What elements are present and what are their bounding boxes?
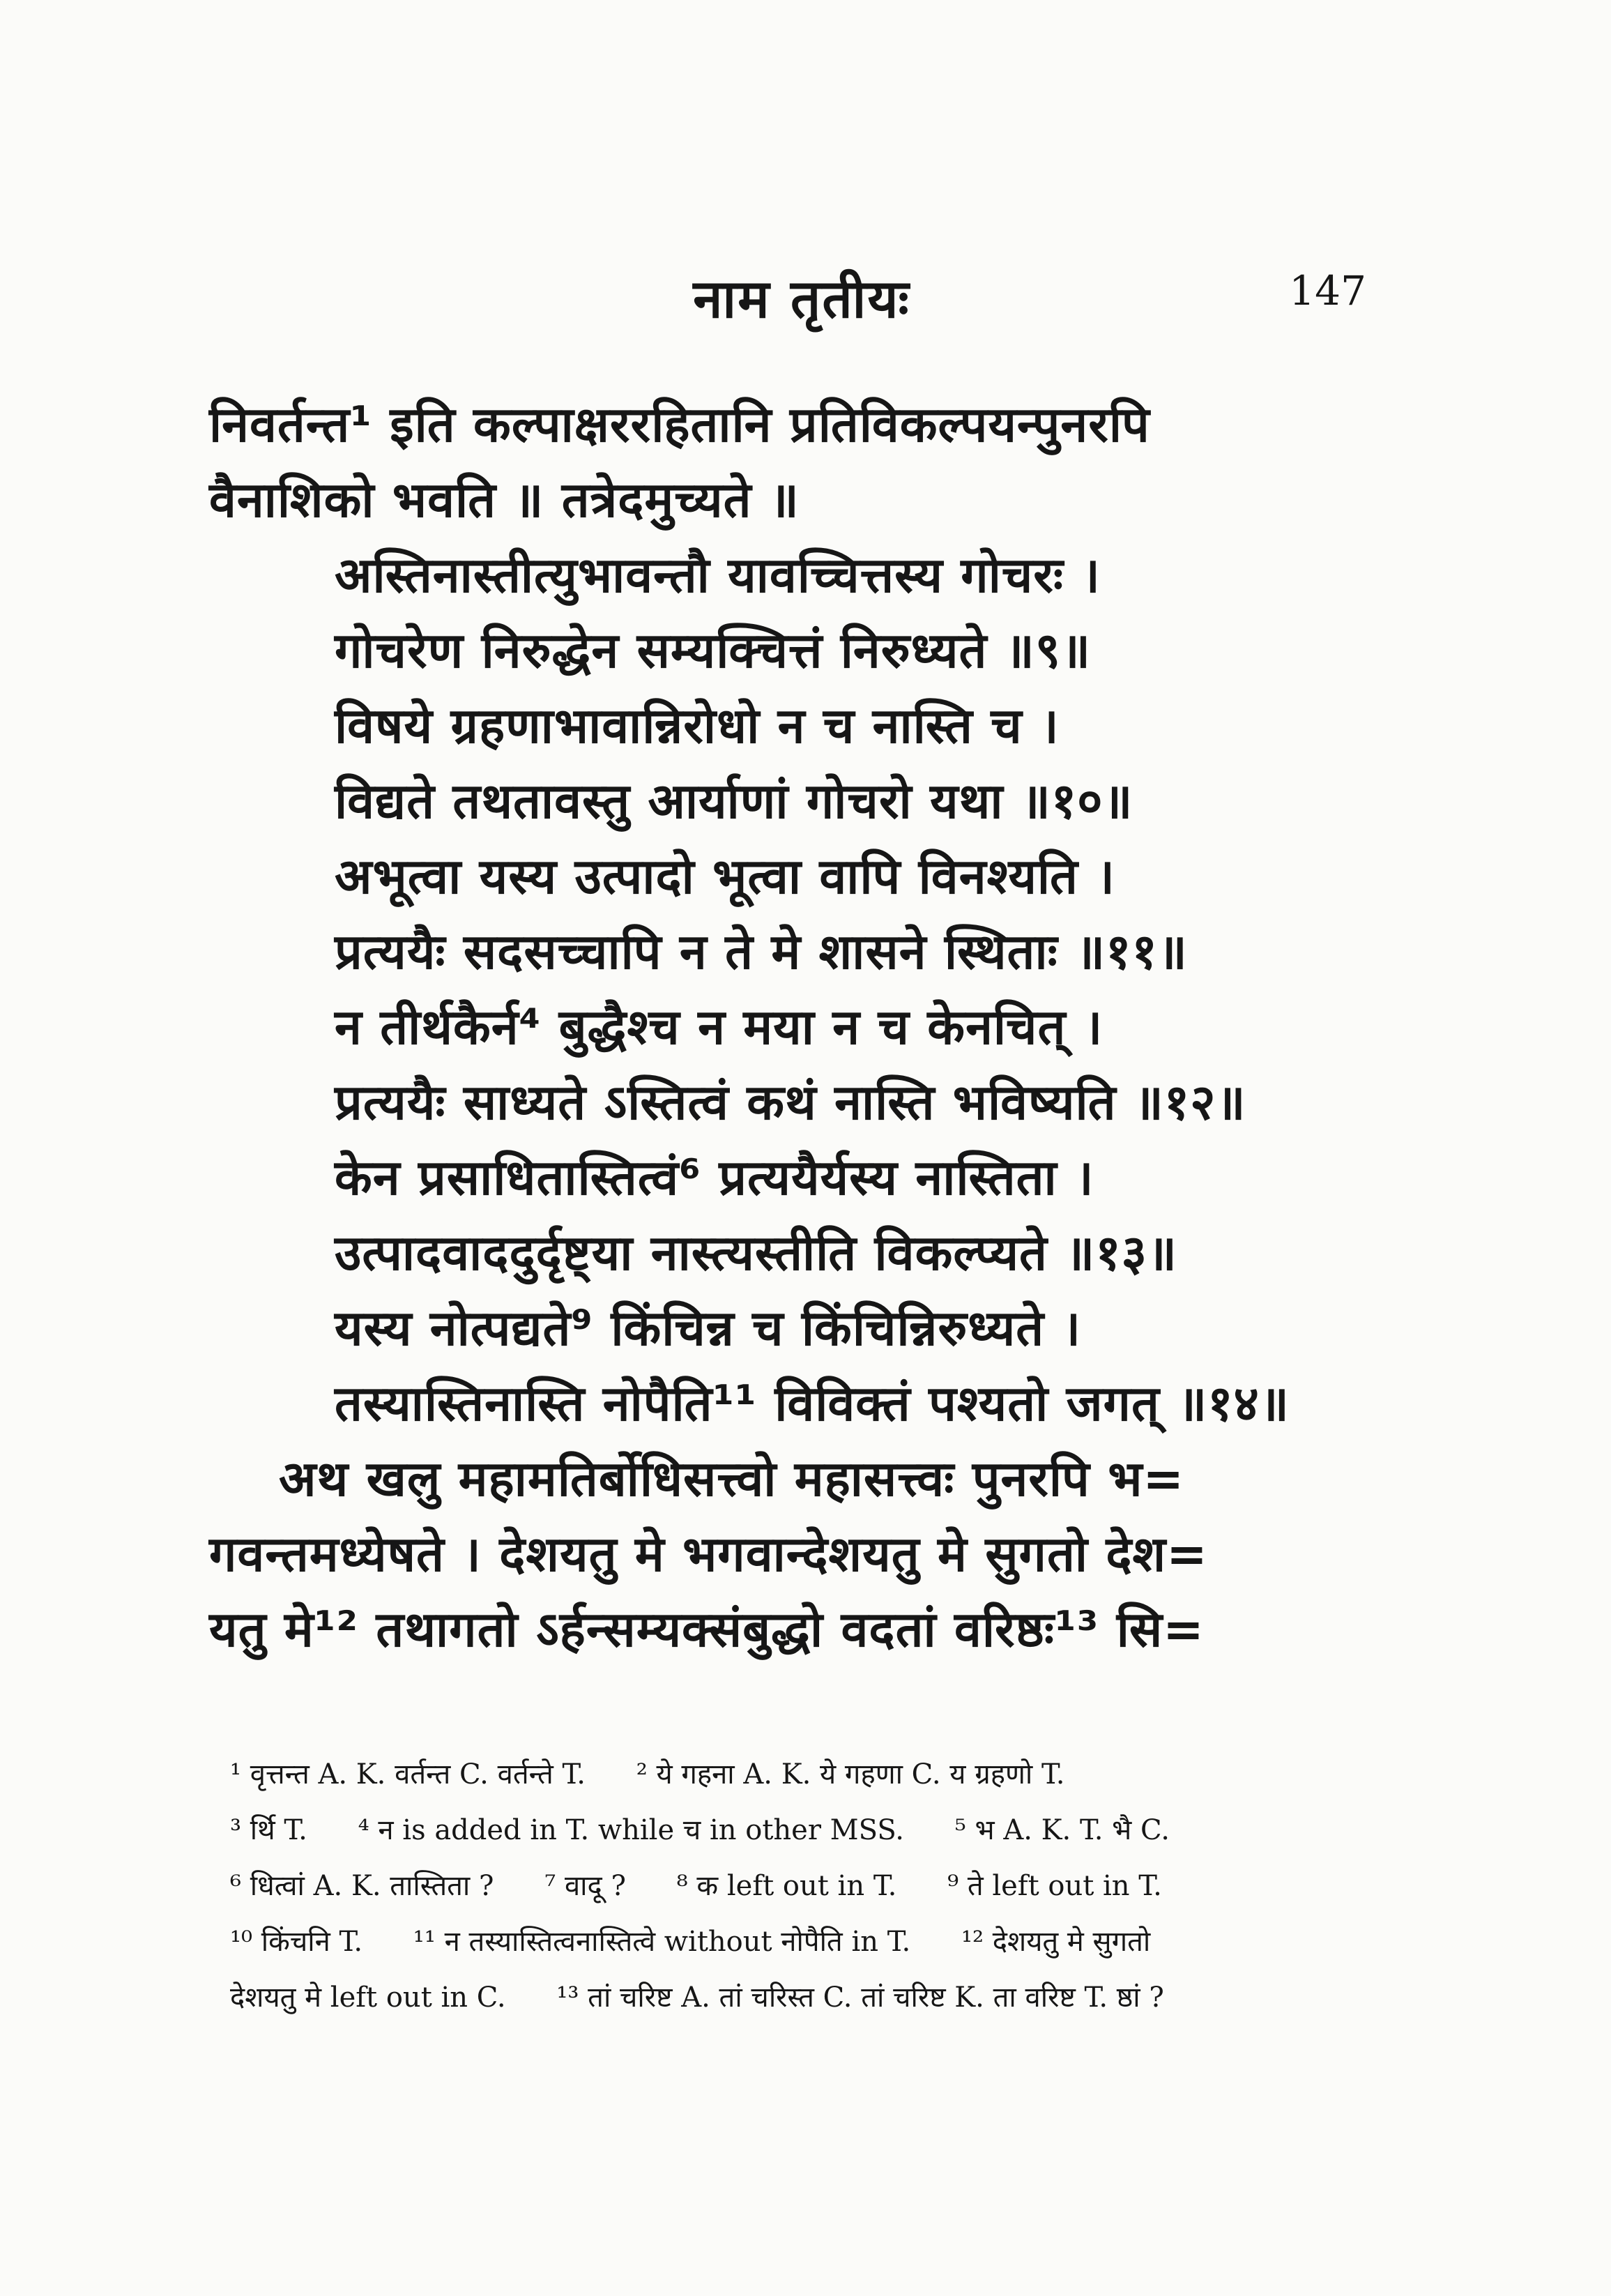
footnote-line	[230, 1802, 1415, 1858]
footnote: ¹² देशयतु मे सुगतो	[961, 1926, 1151, 1958]
verse-line: न तीर्थकैर्न⁴ बुद्धैश्च न मया न च केनचित् ।	[335, 998, 1104, 1056]
footnote-line	[230, 1858, 1415, 1914]
verse-line: अभूत्वा यस्य उत्पादो भूत्वा वापि विनश्यति ।	[335, 848, 1115, 905]
prose-line: वैनाशिको भवति ॥ तत्रेदमुच्यते ॥	[209, 471, 800, 529]
verse-line: प्रत्ययैः सदसच्चापि न ते मे शासने स्थिताः ॥११॥	[335, 923, 1188, 980]
footnote: ⁵ भ A. K. T. भै C.	[954, 1814, 1170, 1846]
page-header	[209, 261, 1394, 338]
prose-line: निवर्तन्त¹ इति कल्पाक्षररहितानि प्रतिविकल्पयन्पुनरपि	[209, 396, 1150, 453]
footnote: ⁹ ते left out in T.	[947, 1870, 1162, 1902]
verse-line: अस्तिनास्तीत्युभावन्तौ यावच्चित्तस्य गोचरः ।	[335, 547, 1101, 604]
verse-line: केन प्रसाधितास्तित्वं⁶ प्रत्ययैर्यस्य नास्तिता ।	[335, 1149, 1094, 1206]
footnote: ¹⁰ किंचनि T.	[230, 1926, 363, 1958]
verse-line: तस्यास्तिनास्ति नोपैति¹¹ विविक्तं पश्यतो जगत् ॥१४॥	[335, 1375, 1290, 1432]
verse-line: गोचरेण निरुद्धेन सम्यक्चित्तं निरुध्यते ॥९॥	[335, 622, 1092, 679]
footnote-line	[230, 1914, 1415, 1970]
prose-line: यतु मे¹² तथागतो ऽर्हन्सम्यक्संबुद्धो वदतां वरिष्ठः¹³ सि=	[209, 1601, 1205, 1658]
verse-line: उत्पादवाददुर्दृष्ट्या नास्त्यस्तीति विकल्प्यते ॥१३॥	[335, 1224, 1177, 1282]
footnote: ⁷ वादू ?	[544, 1870, 626, 1902]
verse-line: विषये ग्रहणाभावान्निरोधो न च नास्ति च ।	[335, 697, 1060, 754]
footnote: ¹¹ न तस्यास्तित्वनास्तित्वे without नोपैति in T.	[413, 1926, 911, 1958]
footnote: ⁸ क left out in T.	[676, 1870, 897, 1902]
footnotes	[230, 1747, 1415, 2025]
footnote: देशयतु मे left out in C.	[230, 1982, 506, 2014]
verse-line: यस्य नोत्पद्यते⁹ किंचिन्न च किंचिन्निरुध्यते ।	[335, 1300, 1082, 1357]
verse-line: विद्यते तथतावस्तु आर्याणां गोचरो यथा ॥१०॥	[335, 773, 1133, 830]
running-head: नाम तृतीयः	[693, 268, 910, 330]
footnote: ⁴ न is added in T. while च in other MSS.	[358, 1814, 905, 1846]
footnote-line	[230, 1970, 1415, 2025]
footnote: ¹³ तां चरिष्ट A. तां चरिस्त C. तां चरिष्ट K. ता वरिष्ट T. ष्ठां ?	[556, 1982, 1164, 2014]
main-text	[209, 387, 1408, 1667]
prose-line: अथ खलु महामतिर्बोधिसत्त्वो महासत्त्वः पुनरपि भ=	[279, 1450, 1185, 1507]
footnote: ⁶ धित्वां A. K. तास्तिता ?	[230, 1870, 494, 1902]
page-number: 147	[1289, 267, 1366, 314]
footnote-line	[230, 1747, 1415, 1802]
verse-line: प्रत्ययैः साध्यते ऽस्तित्वं कथं नास्ति भविष्यति ॥१२॥	[335, 1074, 1246, 1131]
footnote: ² ये गहना A. K. ये गहणा C. य ग्रहणो T.	[636, 1758, 1065, 1791]
footnote: ³ र्थि T.	[230, 1814, 307, 1846]
prose-line: गवन्तमध्येषते । देशयतु मे भगवान्देशयतु मे सुगतो देश=	[209, 1526, 1208, 1583]
footnote: ¹ वृत्तन्त A. K. वर्तन्त C. वर्तन्ते T.	[230, 1758, 586, 1791]
